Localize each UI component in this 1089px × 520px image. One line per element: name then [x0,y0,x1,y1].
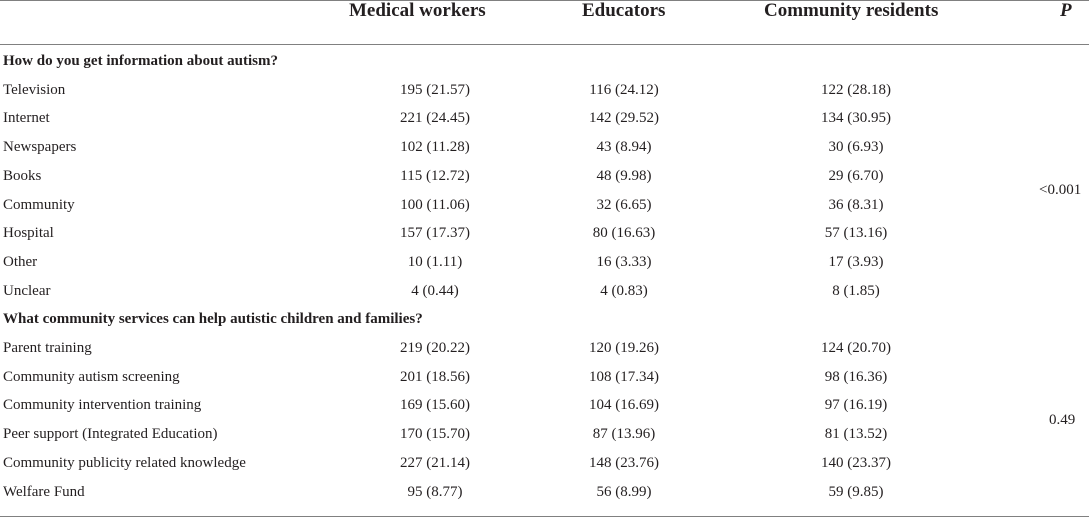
cell-educators: 87 (13.96) [592,426,656,443]
table-row [0,340,1089,368]
column-header-label: Community residents [764,0,939,21]
cell-medical-workers: 201 (18.56) [400,368,470,385]
cell-community-residents: 17 (3.93) [828,253,884,270]
cell-educators: 104 (16.69) [589,397,659,414]
cell-community-residents: 36 (8.31) [828,196,884,213]
row-label: Hospital [3,225,54,242]
cell-educators: 16 (3.33) [596,253,652,270]
cell-community-residents: 8 (1.85) [832,282,880,299]
cell-educators: 108 (17.34) [589,368,659,385]
cell-medical-workers: 100 (11.06) [400,196,470,213]
row-label: Welfare Fund [3,483,85,500]
table-bottom-rule [0,516,1089,517]
cell-medical-workers: 157 (17.37) [400,225,470,242]
p-value: 0.49 [1049,411,1076,428]
table-row [0,139,1089,167]
table-row [0,484,1089,512]
table-row [0,82,1089,110]
cell-community-residents: 124 (20.70) [821,340,891,356]
row-label: Unclear [3,282,51,299]
column-header-community-residents [764,0,938,42]
row-label: Community [3,196,75,213]
column-header-medical-workers [349,0,486,42]
cell-educators: 148 (23.76) [589,454,659,471]
cell-community-residents: 29 (6.70) [828,167,884,184]
cell-medical-workers: 195 (21.57) [400,81,470,98]
cell-community-residents: 81 (13.52) [824,426,888,443]
cell-community-residents: 98 (16.36) [824,368,888,385]
table-row [0,283,1089,311]
column-header-p-value [1060,0,1072,42]
table-row [0,110,1089,138]
cell-medical-workers: 219 (20.22) [400,340,470,356]
cell-community-residents: 57 (13.16) [824,225,888,242]
cell-educators: 48 (9.98) [596,167,652,184]
cell-educators: 43 (8.94) [596,139,652,156]
row-label: Community intervention training [3,397,202,414]
table-row [0,397,1089,425]
cell-community-residents: 97 (16.19) [824,397,888,414]
cell-educators: 56 (8.99) [596,483,652,500]
cell-medical-workers: 221 (24.45) [400,110,470,127]
cell-community-residents: 59 (9.85) [828,483,884,500]
cell-educators: 142 (29.52) [589,110,659,127]
column-header-label: P [1060,0,1072,21]
row-label: Newspapers [3,139,77,156]
row-label: Other [3,253,38,270]
column-header-educators [582,0,665,42]
table-row [0,225,1089,253]
cell-medical-workers: 102 (11.28) [400,139,470,156]
cell-medical-workers: 4 (0.44) [411,282,459,299]
header-rule [0,44,1089,45]
row-label: Community publicity related knowledge [3,454,246,471]
cell-medical-workers: 95 (8.77) [407,483,463,500]
cell-community-residents: 134 (30.95) [821,110,891,127]
cell-educators: 32 (6.65) [596,196,652,213]
cell-educators: 80 (16.63) [592,225,656,242]
cell-medical-workers: 170 (15.70) [400,426,470,443]
table-row [0,254,1089,282]
cell-community-residents: 140 (23.37) [821,454,891,471]
cell-medical-workers: 10 (1.11) [407,253,463,270]
cell-community-residents: 30 (6.93) [828,139,884,156]
section-title: How do you get information about autism? [3,53,279,69]
row-label: Community autism screening [3,368,180,385]
column-header-label: Educators [582,0,666,21]
section-title: What community services can help autistic children and families? [3,311,423,328]
cell-educators: 4 (0.83) [600,282,648,299]
row-label: Books [3,167,42,184]
cell-educators: 116 (24.12) [589,81,659,98]
row-label: Television [3,81,66,98]
cell-medical-workers: 227 (21.14) [400,454,470,471]
cell-medical-workers: 115 (12.72) [400,167,470,184]
cell-educators: 120 (19.26) [589,340,659,356]
table-row [0,168,1089,196]
cell-community-residents: 122 (28.18) [821,81,891,98]
row-label: Internet [3,110,50,127]
row-label: Peer support (Integrated Education) [3,426,218,443]
cell-medical-workers: 169 (15.60) [400,397,470,414]
table-row [0,369,1089,397]
table-row [0,426,1089,454]
p-value: <0.001 [1039,182,1082,199]
column-header-label: Medical workers [349,0,486,21]
table-row [0,455,1089,483]
table-row [0,197,1089,225]
row-label: Parent training [3,340,92,356]
